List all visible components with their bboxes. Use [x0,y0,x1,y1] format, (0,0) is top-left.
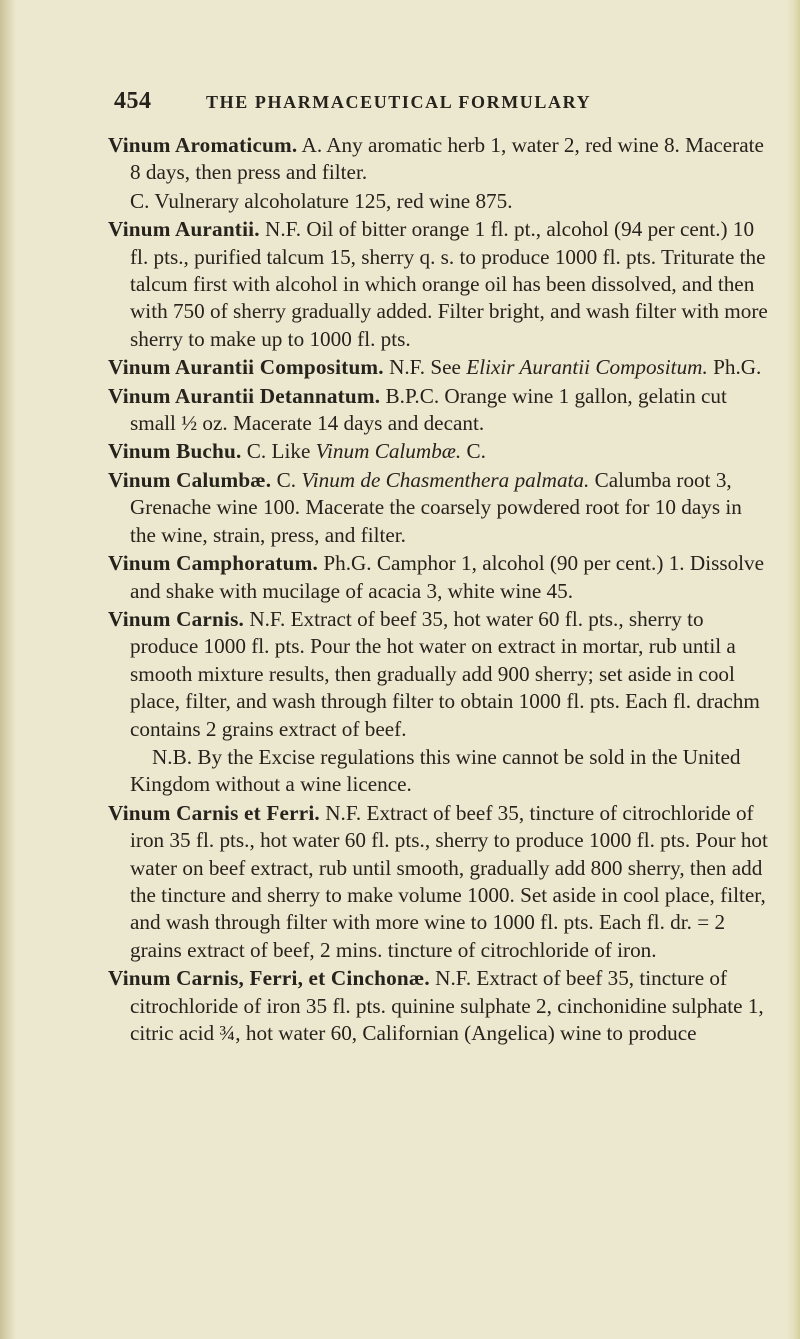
entry-text: N.F. Extract of beef 35, hot water 60 fl. pts., sherry to produce 1000 fl. pts. Pour the hot water on extract in mortar, rub until a smooth mixture results, then gradually add 900 sherry; set aside in cool place, filter, and wash through filter to obtain 1000 fl. pts. Each fl. drachm contains 2 grains extract of beef. [130,606,760,741]
running-title: THE PHARMACEUTICAL FORMULARY [206,92,592,112]
entry-vinum-aurantii-detannatum [108,383,768,438]
entry-italic-reference: Vinum Calumbæ. [315,439,462,464]
entry-text: A. Any aromatic herb 1, water 2, red wine 8. Macerate 8 days, then press and filter. [130,133,764,185]
formulary-entries [108,132,768,1047]
page-number: 454 [114,88,152,114]
entry-italic-synonym: Vinum de Chasmenthera palmata. [301,467,590,492]
entry-text: N.F. Oil of bitter orange 1 fl. pt., alcohol (94 per cent.) 10 fl. pts., purified talcum 15, sherry q. s. to produce 1000 fl. pts. Triturate the talcum first with alcohol in which orange oil has been dissolved, and then with 750 of sherry gradually added. Filter bright, and wash filter with more sherry to make up to 1000 fl. pts. [130,217,768,351]
entry-vinum-aurantii-compositum [108,354,768,381]
entry-vinum-aurantii [108,216,768,353]
entry-vinum-carnis-note: N.B. By the Excise regulations this wine cannot be sold in the United Kingdom without a wine licence. [130,744,741,797]
entry-vinum-calumbae [108,467,768,549]
entry-headword: Vinum Carnis. [108,606,245,631]
entry-text: C. Like [241,439,316,464]
entry-vinum-carnis-et-ferri [108,800,768,964]
entry-vinum-carnis [108,606,768,743]
entry-headword: Vinum Camphoratum. [108,551,319,576]
entry-headword: Vinum Buchu. [108,439,242,464]
running-head [114,88,768,128]
entry-text: C. Vulnerary alcoholature 125, red wine 875. [130,188,513,213]
entry-vinum-camphoratum [108,550,768,605]
entry-headword: Vinum Aromaticum. [108,133,298,157]
entry-text: Ph.G. [707,355,762,380]
entry-text: C. [461,439,486,464]
entry-headword: Vinum Carnis, Ferri, et Cinchonæ. [108,966,430,991]
entry-text: N.F. Extract of beef 35, tincture of citrochloride of iron 35 fl. pts., hot water 60 fl. pts., sherry to produce 1000 fl. pts. Pour hot water on beef extract, rub until smooth, gradually add 800 sherry, then add the tincture and sherry to make volume 1000. Set aside in cool place, filter, and wash through filter with more wine to 1000 fl. pts. Each fl. dr. = 2 grains extract of beef, 2 mins. tincture of citrochloride of iron. [130,800,768,962]
entry-headword: Vinum Carnis et Ferri. [108,800,320,825]
book-page [108,88,768,1048]
entry-headword: Vinum Aurantii. [108,217,260,242]
entry-text: B.P.C. Orange wine 1 gallon, gelatin cut small ½ oz. Macerate 14 days and decant. [130,383,727,436]
page-binding-edge [0,0,16,1339]
entry-vinum-carnis-ferri-cinchonae [108,965,768,1047]
entry-vinum-aromaticum-c [108,188,768,215]
entry-text: C. [271,467,302,492]
page-fore-edge [786,0,800,1339]
entry-vinum-buchu [108,438,768,465]
entry-italic-reference: Elixir Aurantii Compositum. [466,355,708,380]
entry-text: Calumba root 3, Grenache wine 100. Macerate the coarsely powdered root for 10 days in the wine, strain, press, and filter. [130,467,742,547]
entry-vinum-aromaticum [108,132,768,187]
entry-text: N.F. Extract of beef 35, tincture of citrochloride of iron 35 fl. pts. quinine sulphate 2, cinchonidine sulphate 1, citric acid ¾, hot water 60, Californian (Angelica) wine to produce [130,966,764,1045]
entry-text: Ph.G. Camphor 1, alcohol (90 per cent.) 1. Dissolve and shake with mucilage of acacia 3, white wine 45. [130,551,765,603]
entry-headword: Vinum Calumbæ. [108,467,272,492]
entry-headword: Vinum Aurantii Detannatum. [108,383,381,408]
entry-text: N.F. See [383,355,467,380]
entry-headword: Vinum Aurantii Compositum. [108,355,384,380]
